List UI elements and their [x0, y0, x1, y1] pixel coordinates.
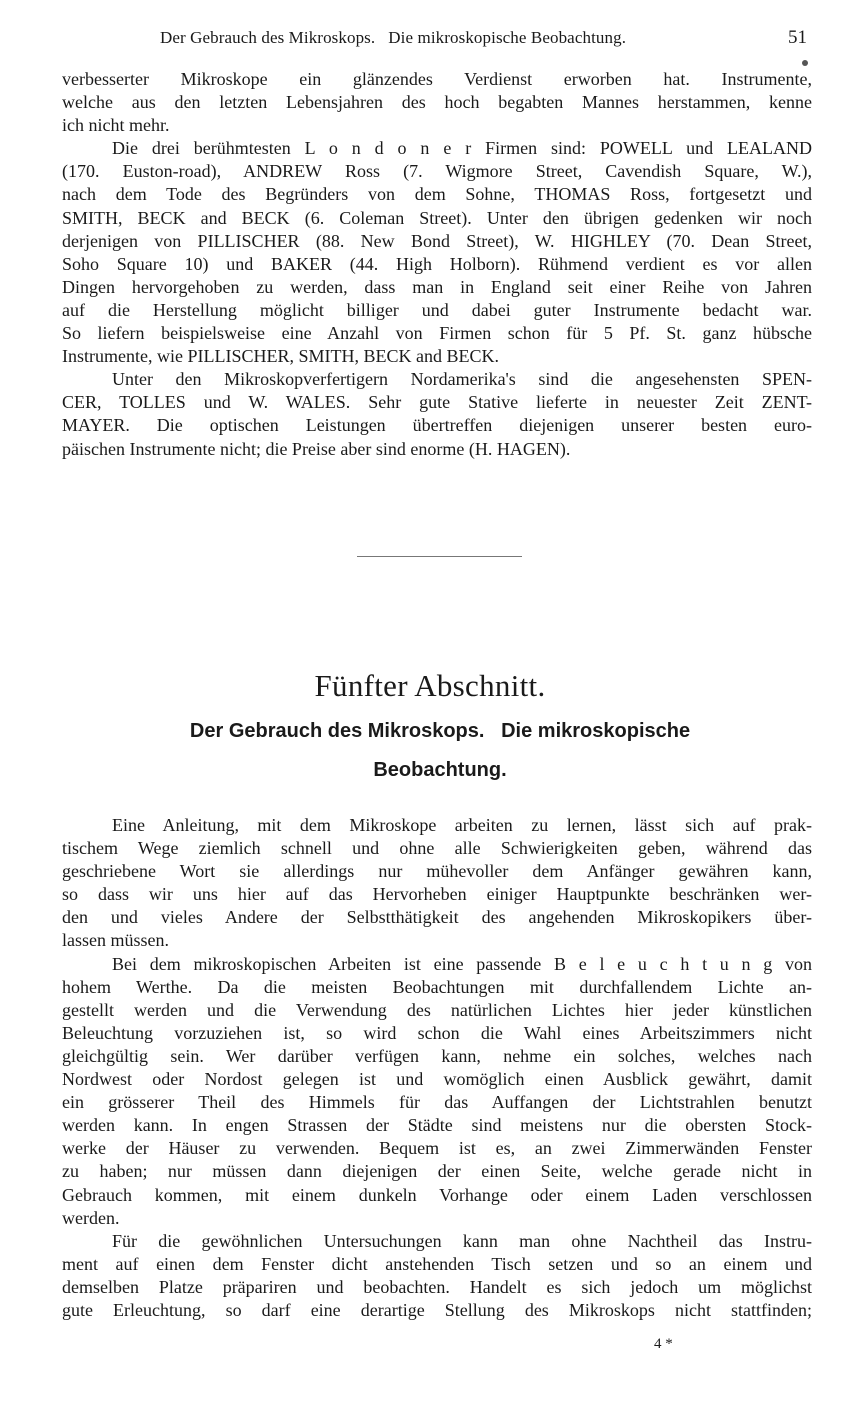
text-line: ich nicht mehr.: [62, 115, 170, 136]
text-line: zu haben; nur müssen dann diejenigen der einen Seite, welche gerade nicht in: [62, 1161, 812, 1182]
text-block-continued: [62, 68, 812, 461]
text-line: SMITH, BECK and BECK (6. Coleman Street). Unter den übrigen gedenken wir noch: [62, 207, 812, 228]
text-line: werden kann. In engen Strassen der Städte sind meistens nur die obersten Stock-: [62, 1115, 812, 1136]
text-block-section: [62, 814, 812, 1322]
text-line: werden.: [62, 1207, 120, 1228]
text-line: päischen Instrumente nicht; die Preise aber sind enorme (H. HAGEN).: [62, 438, 571, 459]
text-line: Unter den Mikroskopverfertigern Nordamerika's sind die angesehensten SPEN-: [112, 369, 812, 390]
text-line: Eine Anleitung, mit dem Mikroskope arbeiten zu lernen, lässt sich auf prak-: [112, 815, 812, 835]
text-line: auf die Herstellung möglicht billiger und dabei guter Instrumente bedacht war.: [62, 299, 812, 320]
signature-mark: 4 *: [654, 1336, 673, 1352]
section-subtitle-continued: Beobachtung.: [373, 759, 507, 781]
text-line: tischem Wege ziemlich schnell und ohne alle Schwierigkeiten geben, während das: [62, 838, 812, 859]
text-line: gleichgültig sein. Wer darüber verfügen kann, nehme ein solches, welches nach: [62, 1045, 812, 1066]
text-line: Soho Square 10) und BAKER (44. High Holborn). Rühmend verdient es vor allen: [62, 253, 812, 274]
text-line: Beleuchtung vorzuziehen ist, so wird schon die Wahl eines Arbeitszimmers nicht: [62, 1022, 812, 1043]
text-line: derjenigen von PILLISCHER (88. New Bond Street), W. HIGHLEY (70. Dean Street,: [62, 230, 812, 251]
text-line: ment auf einen dem Fenster dicht anstehenden Tisch setzen und so an einem und: [62, 1253, 812, 1274]
text-line: ein grösserer Theil des Himmels für das Auffangen der Lichtstrahlen benutzt: [62, 1092, 812, 1113]
text-line: Dingen hervorgehoben zu werden, dass man in England seit einer Reihe von Jahren: [62, 276, 812, 297]
text-line: Bei dem mikroskopischen Arbeiten ist eine passende B e l e u c h t u n g von: [112, 953, 812, 974]
text-line: Gebrauch kommen, mit einem dunkeln Vorhange oder einem Laden verschlossen: [62, 1184, 812, 1205]
page-number: 51: [788, 27, 807, 48]
text-line: verbesserter Mikroskope ein glänzendes Verdienst erworben hat. Instrumente,: [62, 69, 812, 89]
text-line: welche aus den letzten Lebensjahren des hoch begabten Mannes herstammen, kenne: [62, 92, 812, 113]
section-title: Fünfter Abschnitt.: [314, 668, 546, 703]
text-line: so dass wir uns hier auf das Hervorheben einiger Hauptpunkte beschränken wer-: [62, 884, 812, 905]
running-head: Der Gebrauch des Mikroskops. Die mikroskopische Beobachtung.: [160, 28, 627, 47]
section-subtitle: Der Gebrauch des Mikroskops. Die mikroskopische: [189, 720, 691, 742]
text-line: gestellt werden und die Verwendung des natürlichen Lichtes hier jeder künstlichen: [62, 999, 812, 1020]
text-line: demselben Platze präpariren und beobachten. Handelt es sich jedoch um möglichst: [62, 1276, 812, 1297]
text-line: werke der Häuser zu verwenden. Bequem ist es, an zwei Zimmerwänden Fenster: [62, 1138, 812, 1159]
text-line: nach dem Tode des Begründers von dem Sohne, THOMAS Ross, fortgesetzt und: [62, 184, 812, 205]
text-line: MAYER. Die optischen Leistungen übertreffen diejenigen unserer besten euro-: [62, 415, 812, 436]
ink-speck: [802, 60, 808, 66]
text-line: Nordwest oder Nordost gelegen ist und womöglich einen Ausblick gewährt, damit: [62, 1069, 812, 1090]
text-line: (170. Euston-road), ANDREW Ross (7. Wigmore Street, Cavendish Square, W.),: [62, 161, 812, 182]
text-line: den und vieles Andere der Selbstthätigkeit des angehenden Mikroskopikers über-: [62, 907, 812, 928]
section-divider: [357, 556, 522, 557]
text-line: Instrumente, wie PILLISCHER, SMITH, BECK and BECK.: [62, 346, 499, 367]
text-line: CER, TOLLES und W. WALES. Sehr gute Stative lieferte in neuester Zeit ZENT-: [62, 392, 812, 413]
text-line: Für die gewöhnlichen Untersuchungen kann man ohne Nachtheil das Instru-: [112, 1230, 812, 1251]
text-line: geschriebene Wort sie allerdings nur mühevoller dem Anfänger gewähren kann,: [62, 861, 812, 882]
text-line: Die drei berühmtesten L o n d o n e r Firmen sind: POWELL und LEALAND: [112, 138, 812, 159]
text-line: gute Erleuchtung, so darf eine derartige Stellung des Mikroskops nicht stattfinden;: [62, 1299, 812, 1320]
text-line: So liefern beispielsweise eine Anzahl von Firmen schon für 5 Pf. St. ganz hübsche: [62, 323, 812, 344]
text-line: lassen müssen.: [62, 930, 169, 951]
text-line: hohem Werthe. Da die meisten Beobachtungen mit durchfallendem Lichte an-: [62, 976, 812, 997]
